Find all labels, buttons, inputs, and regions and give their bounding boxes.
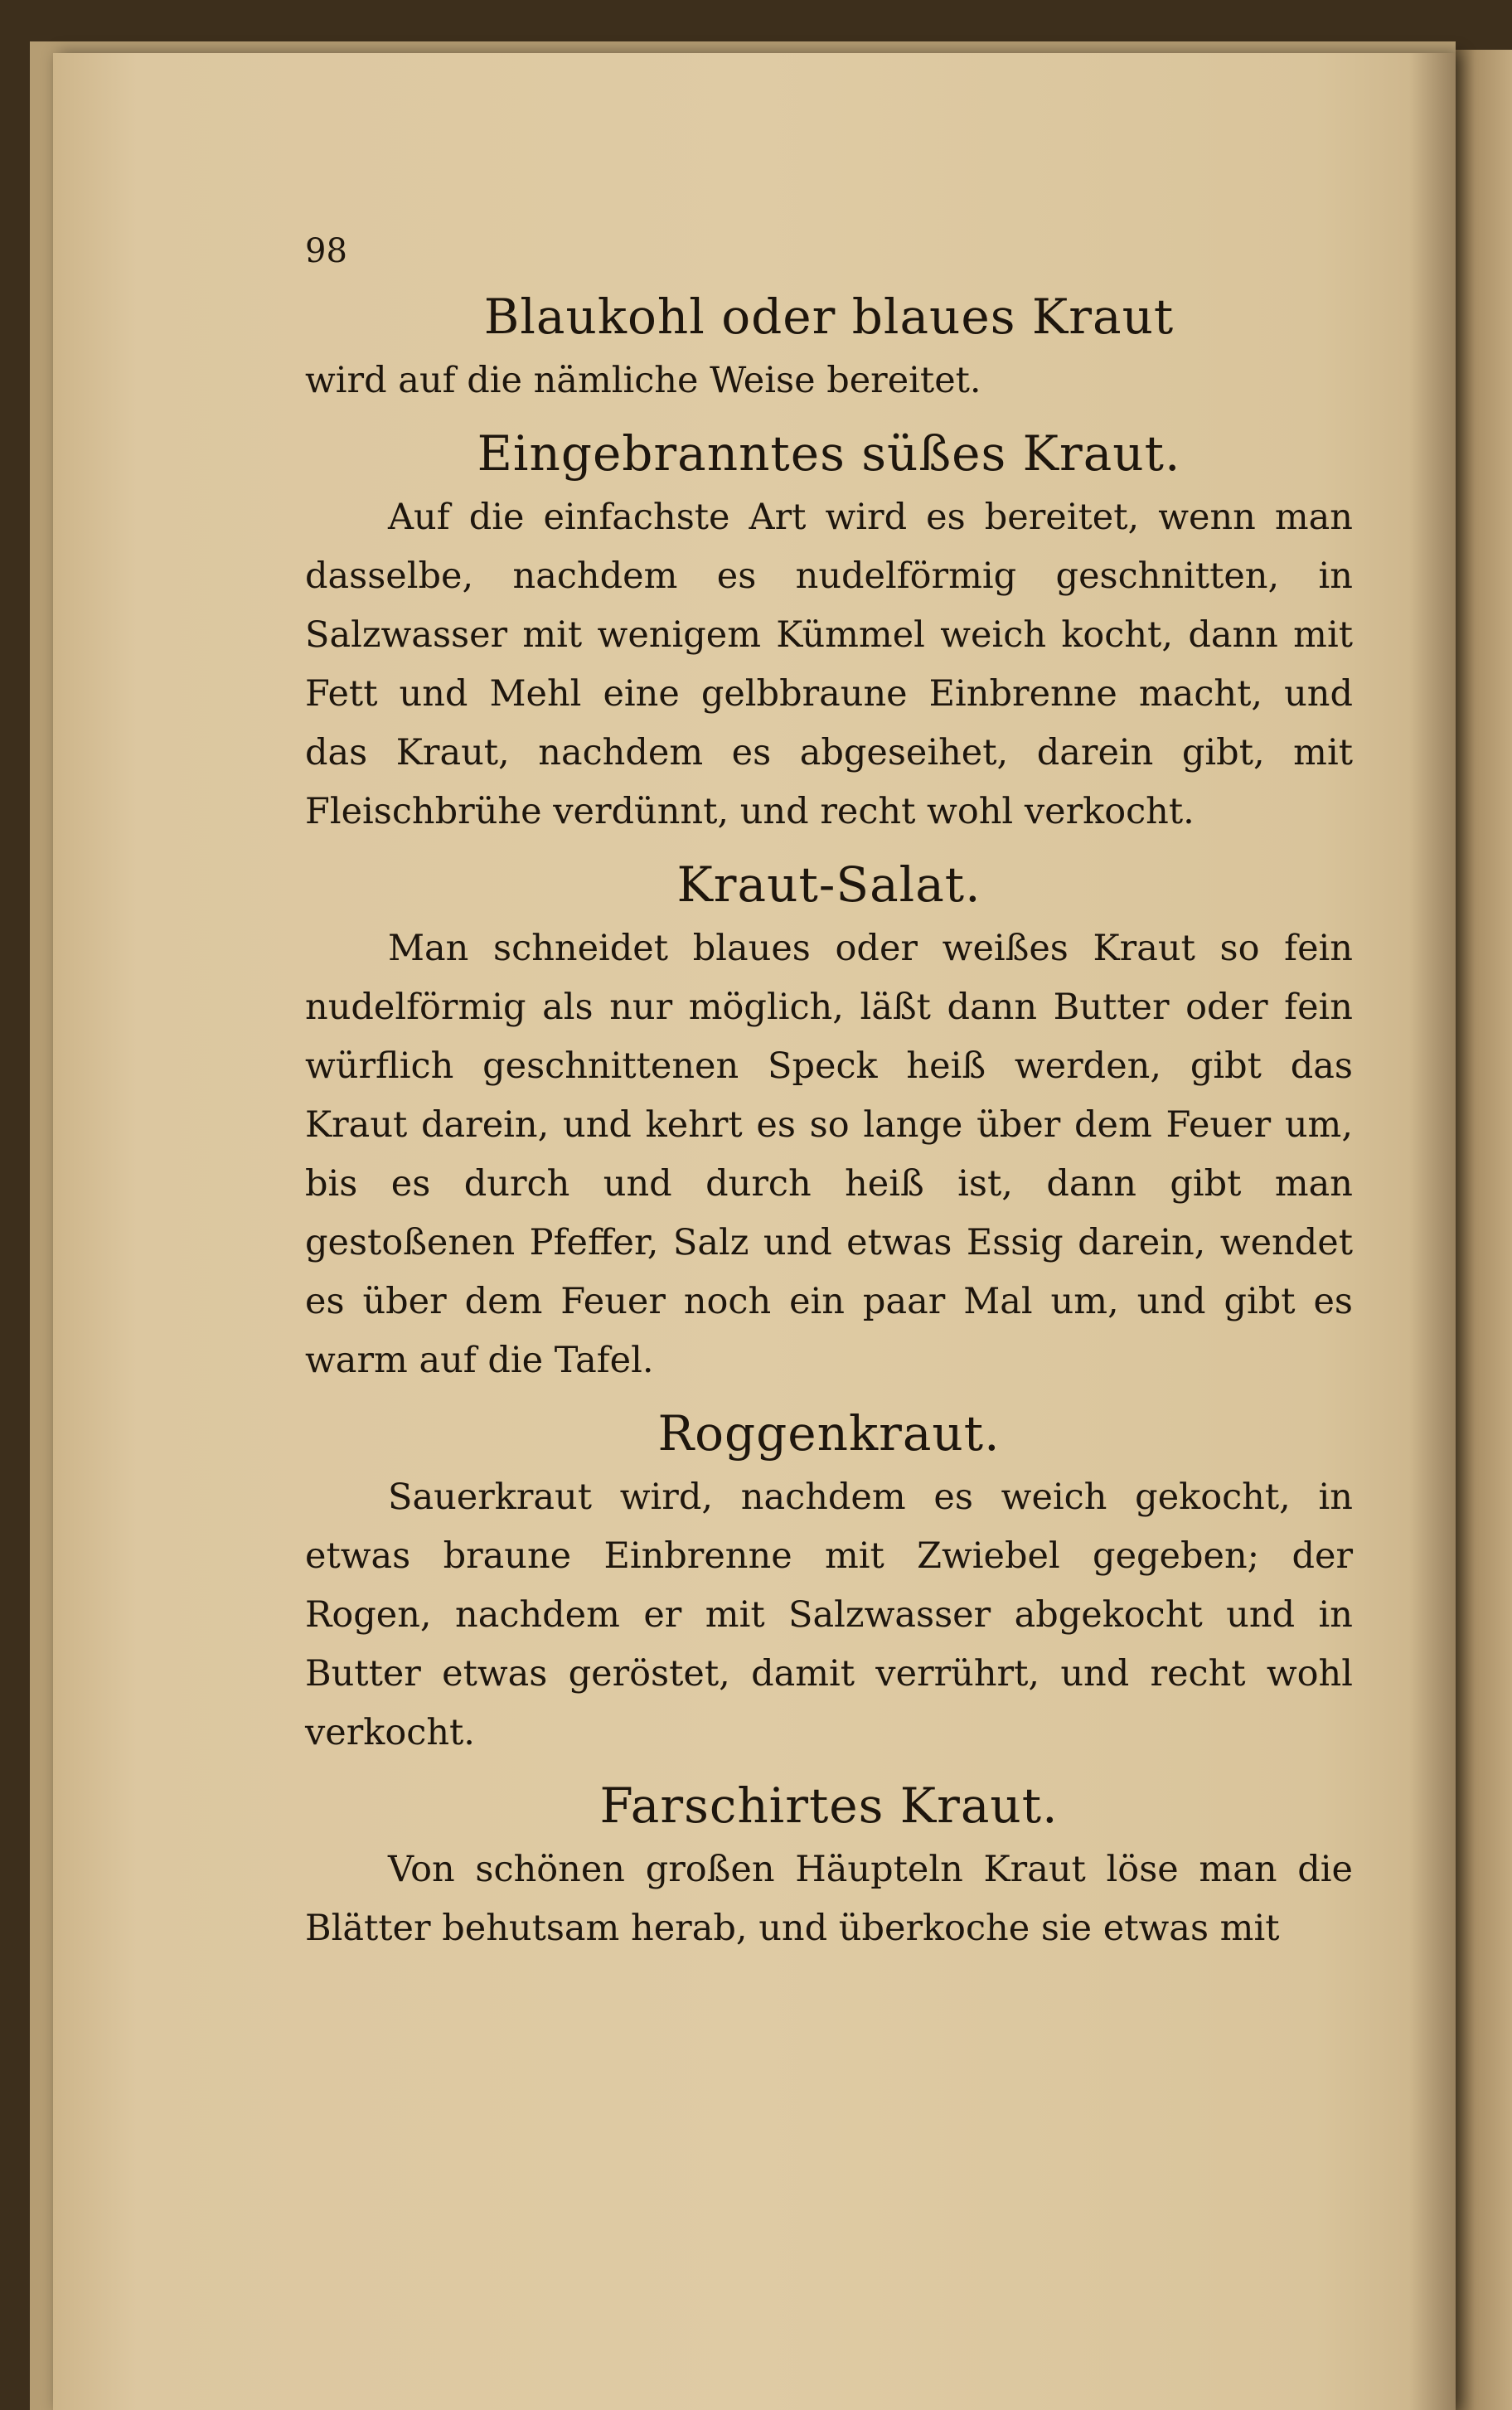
recipe-title-blaukohl: Blaukohl oder blaues Kraut [483,289,1175,345]
recipe-text-farschirtes-kraut: Von schönen großen Häupteln Kraut löse man die Blätter behutsam herab, und überkoche sie etwas mit [305,1849,1353,1949]
recipe-title-farschirtes-kraut: Farschirtes Kraut. [599,1777,1059,1834]
page-number: 98 [305,232,347,270]
recipe-text-kraut-salat: Man schneidet blaues oder weißes Kraut so fein nudelförmig als nur möglich, läßt dann Butter oder fein würflich geschnittenen Speck heiß werden, gibt das Kraut darein, und kehrt es so lange über dem Feuer um, bis es durch und durch heiß ist, dann gibt man gestoßenen Pfeffer, Salz und etwas Essig darein, wendet es über dem Feuer noch ein paar Mal um, und gibt es warm auf die Tafel. [305,928,1353,1381]
recipe-text-blaukohl: wird auf die nämliche Weise bereitet. [305,360,981,401]
recipe-title-roggenkraut: Roggenkraut. [657,1405,1001,1462]
recipe-text-eingebranntes-kraut: Auf die einfachste Art wird es bereitet, wenn man dasselbe, nachdem es nudelförmig geschnitten, in Salzwasser mit wenigem Kümmel weich kocht, dann mit Fett und Mehl eine gelbbraune Einbrenne macht, und das Kraut, nachdem es abgeseihet, darein gibt, mit Fleischbrühe verdünnt, und recht wohl verkocht. [305,497,1353,832]
recipe-text-roggenkraut: Sauerkraut wird, nachdem es weich gekocht, in etwas braune Einbrenne mit Zwiebel gegeben; der Rogen, nachdem er mit Salzwasser abgekocht und in Butter etwas geröstet, damit verrührt, und recht wohl verkocht. [305,1477,1353,1753]
page-content [305,222,1353,1958]
facing-page-edge [1456,50,1512,2410]
gutter-shadow [1409,53,1456,2410]
recipe-title-kraut-salat: Kraut-Salat. [676,856,981,913]
recipe-title-eingebranntes-kraut: Eingebranntes süßes Kraut. [477,425,1181,482]
